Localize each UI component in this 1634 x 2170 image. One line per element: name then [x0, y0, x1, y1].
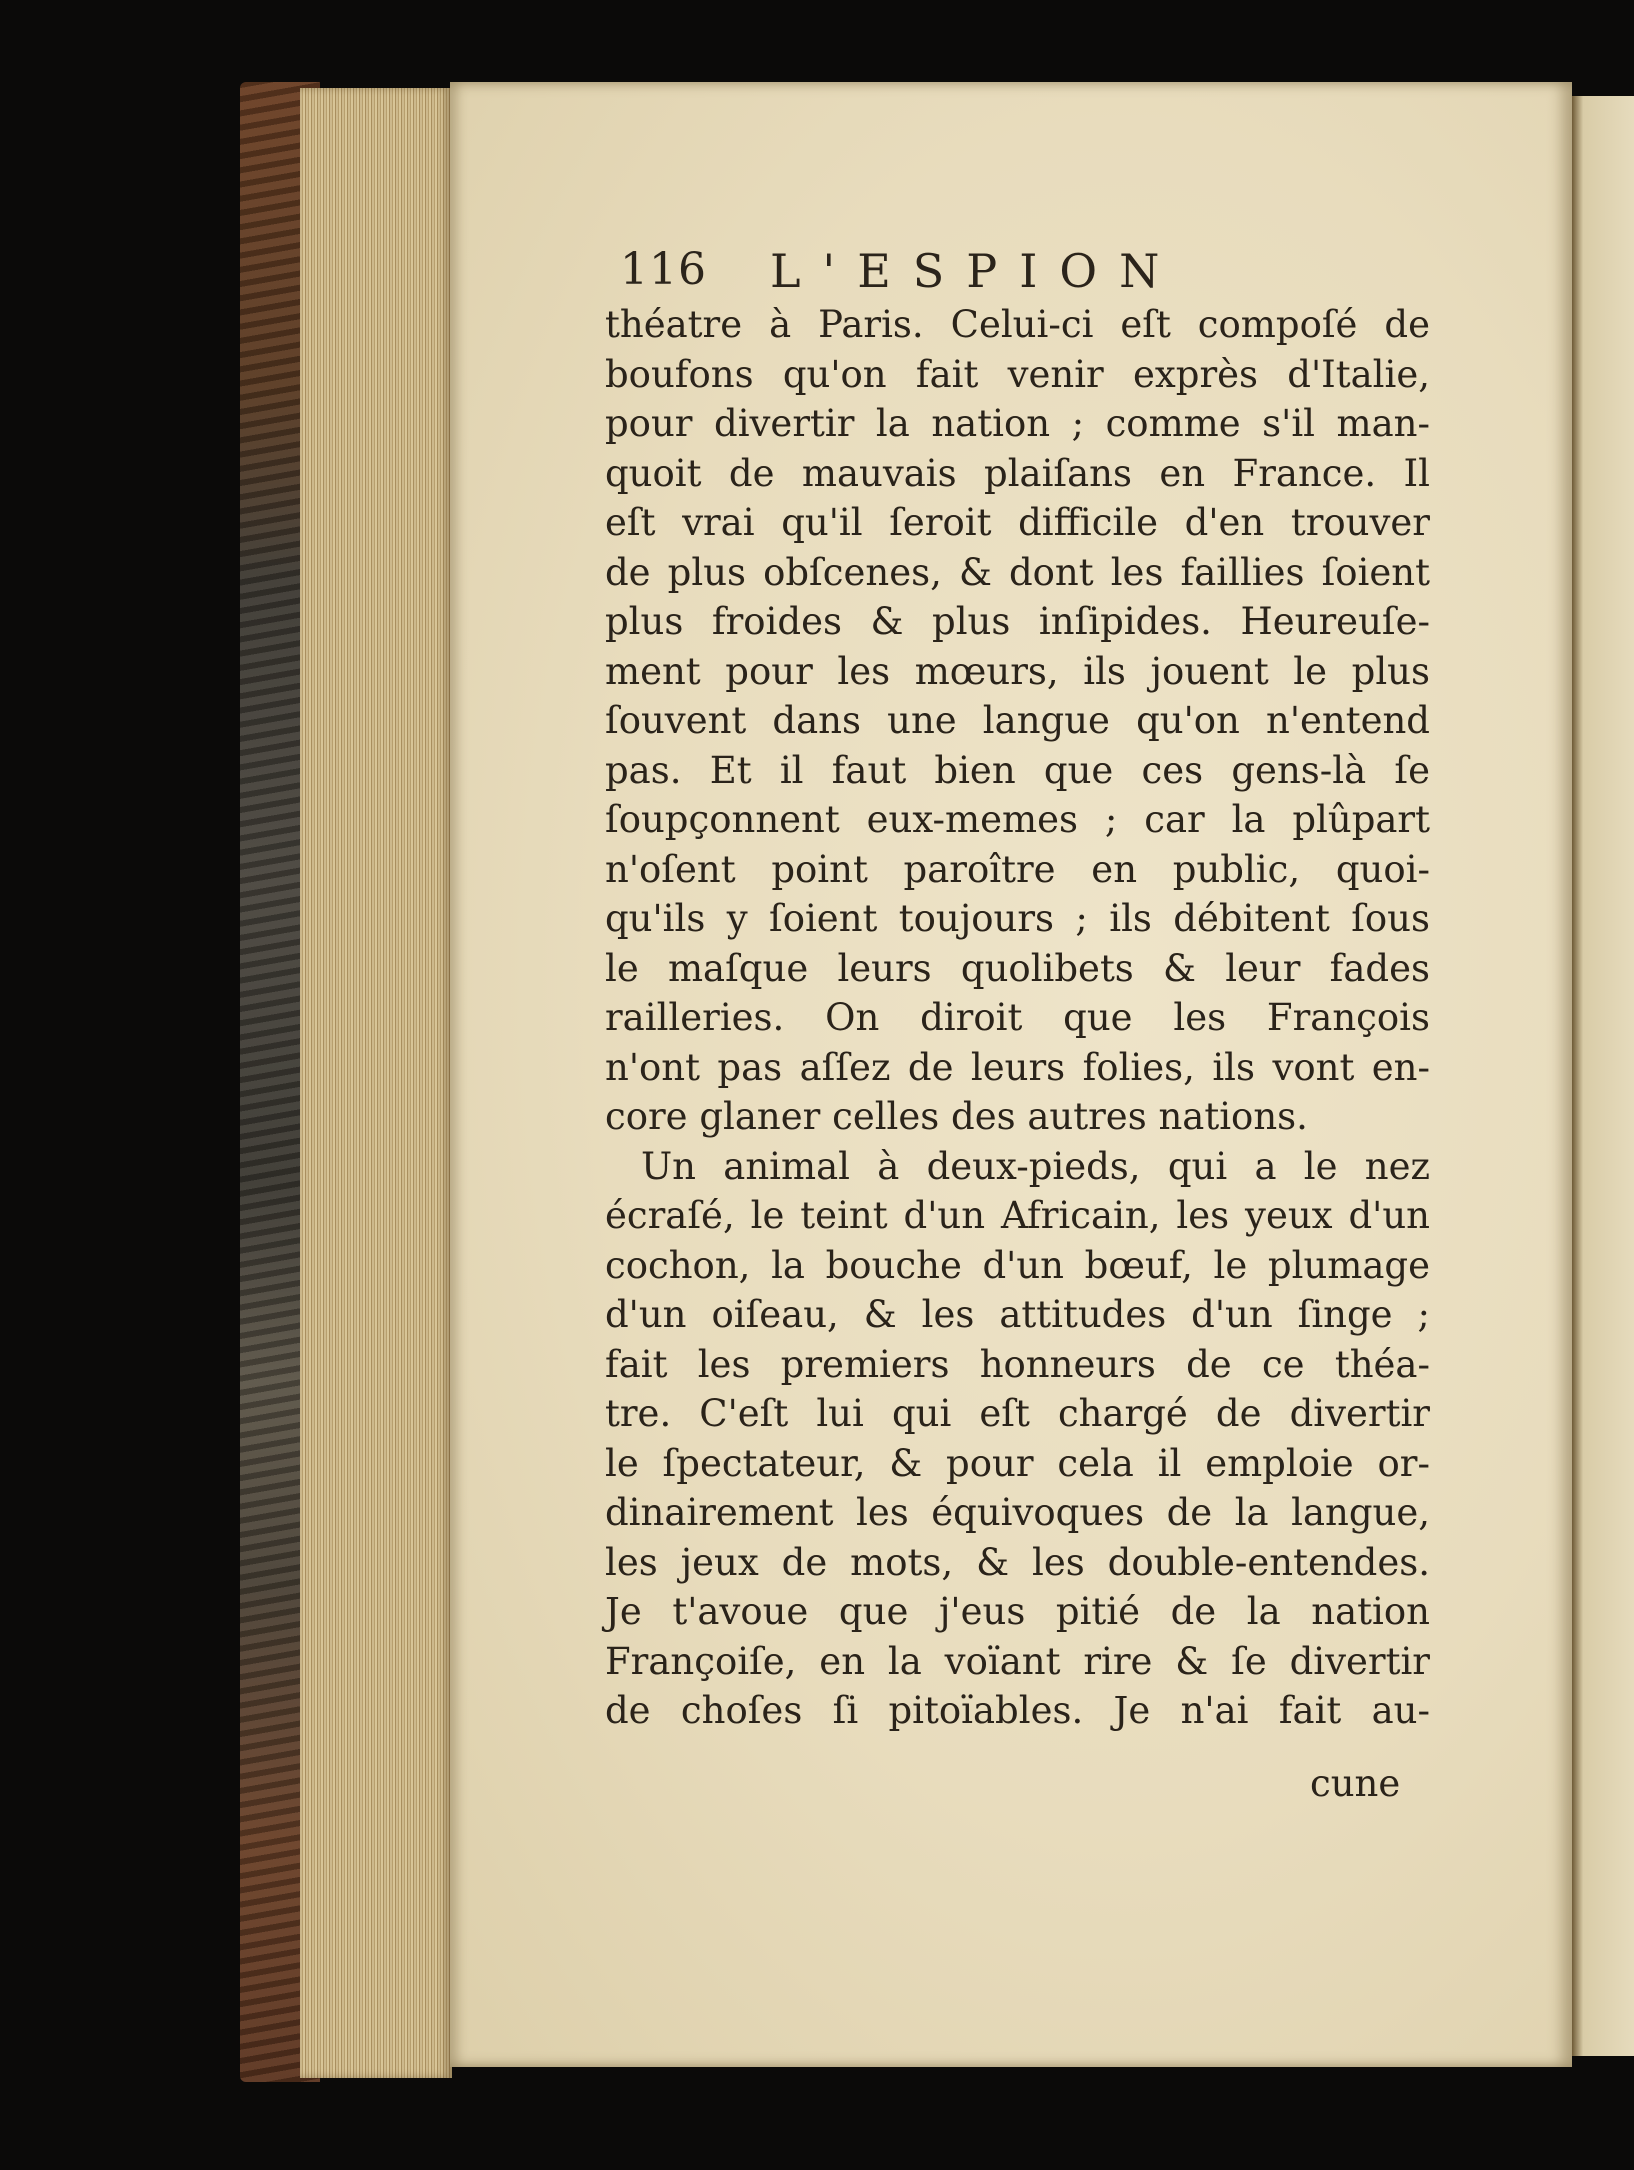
- text-line: Je t'avoue que j'eus pitié de la nation: [605, 1590, 1430, 1633]
- text-line: le maſque leurs quolibets & leur fades: [605, 946, 1430, 990]
- text-line: de plus obſcenes, & dont les faillies ſoient: [605, 550, 1430, 594]
- text-line: boufons qu'on fait venir exprès d'Italie,: [605, 352, 1430, 396]
- text-line: eſt vrai qu'il ſeroit difficile d'en trouver: [605, 501, 1430, 544]
- text-line: les jeux de mots, & les double-entendes.: [605, 1540, 1430, 1584]
- text-line: dinairement les équivoques de la langue,: [605, 1491, 1430, 1534]
- text-line: Françoiſe, en la voïant rire & ſe divertir: [605, 1639, 1430, 1683]
- running-head: [620, 244, 1300, 304]
- text-line: core glaner celles des autres nations.: [605, 1095, 1308, 1138]
- page-number: 116: [620, 244, 707, 295]
- body-text: [605, 300, 1430, 1736]
- text-line: de choſes ſi pitoïables. Je n'ai fait au-: [605, 1689, 1430, 1732]
- text-line: pour divertir la nation ; comme s'il man-: [605, 402, 1430, 445]
- text-line: cochon, la bouche d'un bœuf, le plumage: [605, 1243, 1430, 1287]
- catchword: cune: [1310, 1762, 1401, 1805]
- text-line: le ſpectateur, & pour cela il emploie or-: [605, 1441, 1430, 1485]
- text-line: ſouvent dans une langue qu'on n'entend: [605, 699, 1430, 742]
- running-title: L'ESPION: [770, 244, 1182, 298]
- text-line: d'un oiſeau, & les attitudes d'un ſinge ;: [605, 1293, 1430, 1336]
- text-line: n'ont pas aſſez de leurs folies, ils vont en-: [605, 1045, 1430, 1089]
- text-line: fait les premiers honneurs de ce théa-: [605, 1342, 1430, 1386]
- page-edges: [300, 88, 452, 2078]
- text-line: tre. C'eſt lui qui eſt chargé de divertir: [605, 1392, 1430, 1435]
- text-line: Un animal à deux-pieds, qui a le nez: [641, 1144, 1430, 1188]
- text-line: quoit de mauvais plaiſans en France. Il: [605, 451, 1430, 495]
- text-line: railleries. On diroit que les François: [605, 996, 1430, 1039]
- text-line: théatre à Paris. Celui-ci eſt compoſé de: [605, 303, 1430, 346]
- text-line: n'oſent point paroître en public, quoi-: [605, 847, 1430, 891]
- text-line: écraſé, le teint d'un Africain, les yeux d'un: [605, 1194, 1430, 1237]
- text-line: ment pour les mœurs, ils jouent le plus: [605, 649, 1430, 693]
- text-line: ſoupçonnent eux-memes ; car la plûpart: [605, 798, 1430, 841]
- text-line: pas. Et il faut bien que ces gens-là ſe: [605, 748, 1430, 792]
- text-line: plus froides & plus inſipides. Heureuſe-: [605, 600, 1430, 643]
- facing-page-edge: [1572, 96, 1634, 2056]
- text-line: qu'ils y ſoient toujours ; ils débitent ſous: [605, 897, 1430, 940]
